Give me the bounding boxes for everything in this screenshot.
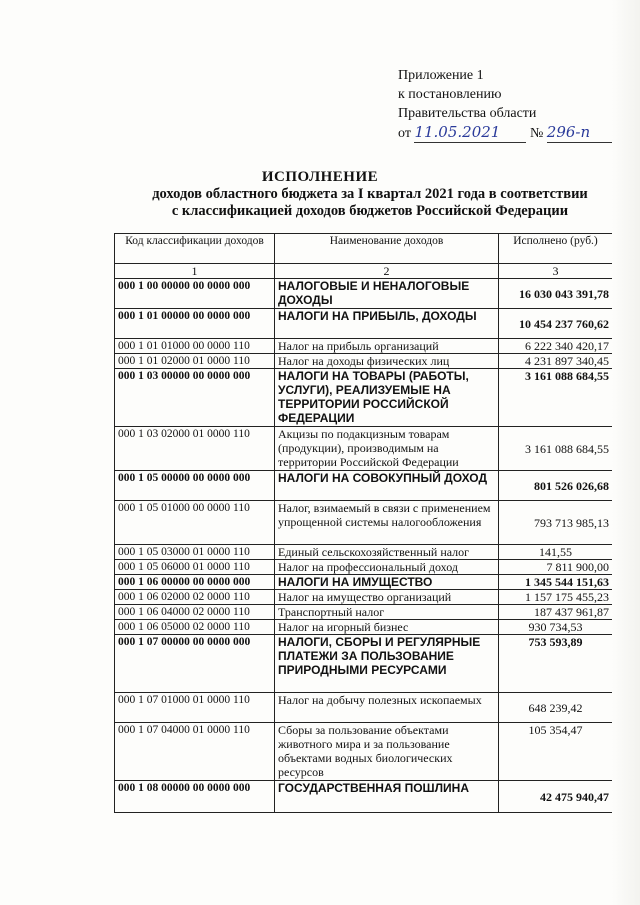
col-number-1: 1: [115, 264, 275, 279]
row-amount: 7 811 900,00: [499, 560, 613, 575]
row-amount: 6 222 340 420,17: [499, 339, 613, 354]
row-name: ГОСУДАРСТВЕННАЯ ПОШЛИНА: [275, 781, 499, 813]
row-amount: 16 030 043 391,78: [499, 279, 613, 309]
table-row: [115, 309, 613, 339]
row-code: 000 1 05 00000 00 0000 000: [115, 471, 275, 501]
row-amount: 10 454 237 760,62: [499, 309, 613, 339]
appendix-date-line: [398, 123, 615, 143]
appendix-block: [398, 66, 615, 143]
row-code: 000 1 05 01000 00 0000 110: [115, 501, 275, 545]
row-code: 000 1 07 01000 01 0000 110: [115, 693, 275, 723]
table-row: [115, 545, 613, 560]
from-label: от: [398, 126, 411, 141]
appendix-line-1: Приложение 1: [398, 68, 484, 83]
row-code: 000 1 00 00000 00 0000 000: [115, 279, 275, 309]
row-amount: 801 526 026,68: [499, 471, 613, 501]
row-amount: 793 713 985,13: [499, 501, 613, 545]
handwritten-number: 296-п: [547, 123, 615, 143]
row-name: НАЛОГИ НА ИМУЩЕСТВО: [275, 575, 499, 590]
document-title: ИСПОЛНЕНИЕ: [261, 169, 379, 185]
table-row: [115, 471, 613, 501]
row-code: 000 1 08 00000 00 0000 000: [115, 781, 275, 813]
row-code: 000 1 01 00000 00 0000 000: [115, 309, 275, 339]
row-code: 000 1 01 02000 01 0000 110: [115, 354, 275, 369]
col-header-name: Наименование доходов: [275, 234, 499, 264]
row-name: Налог на доходы физических лиц: [275, 354, 499, 369]
row-name: Сборы за пользование объектами животного мира и за пользование объектами водных биологических ресурсов: [275, 723, 499, 781]
row-name: Налог на имущество организаций: [275, 590, 499, 605]
table-row: [115, 620, 613, 635]
row-name: Транспортный налог: [275, 605, 499, 620]
row-name: НАЛОГИ НА СОВОКУПНЫЙ ДОХОД: [275, 471, 499, 501]
row-name: Налог на прибыль организаций: [275, 339, 499, 354]
row-name: Единый сельскохозяйственный налог: [275, 545, 499, 560]
table-row: [115, 339, 613, 354]
table-row: [115, 427, 613, 471]
table-row: [115, 605, 613, 620]
handwritten-date: 11.05.2021: [414, 123, 526, 143]
row-name: Налог на добычу полезных ископаемых: [275, 693, 499, 723]
row-name: Налог на профессиональный доход: [275, 560, 499, 575]
row-code: 000 1 03 02000 01 0000 110: [115, 427, 275, 471]
table-row: [115, 560, 613, 575]
appendix-line-2: к постановлению: [398, 87, 502, 102]
row-code: 000 1 06 00000 00 0000 000: [115, 575, 275, 590]
row-amount: 3 161 088 684,55: [499, 369, 613, 427]
row-code: 000 1 01 01000 00 0000 110: [115, 339, 275, 354]
row-code: 000 1 05 03000 01 0000 110: [115, 545, 275, 560]
row-name: Налог на игорный бизнес: [275, 620, 499, 635]
row-code: 000 1 06 02000 02 0000 110: [115, 590, 275, 605]
row-amount: 648 239,42: [499, 693, 613, 723]
revenue-table: [114, 233, 613, 813]
row-code: 000 1 06 05000 02 0000 110: [115, 620, 275, 635]
row-code: 000 1 07 00000 00 0000 000: [115, 635, 275, 693]
subtitle-line-1: доходов областного бюджета за I квартал 2021 года в соответствии: [152, 186, 588, 202]
row-amount: 1 345 544 151,63: [499, 575, 613, 590]
row-amount: 42 475 940,47: [499, 781, 613, 813]
number-label: №: [529, 126, 544, 141]
row-amount: 141,55: [499, 545, 613, 560]
row-name: НАЛОГИ НА ПРИБЫЛЬ, ДОХОДЫ: [275, 309, 499, 339]
table-row: [115, 369, 613, 427]
subtitle-line-2: с классификацией доходов бюджетов Российской Федерации: [171, 203, 569, 219]
table-row: [115, 723, 613, 781]
table-row: [115, 279, 613, 309]
row-name: НАЛОГОВЫЕ И НЕНАЛОГОВЫЕ ДОХОДЫ: [275, 279, 499, 309]
row-amount: 3 161 088 684,55: [499, 427, 613, 471]
page-edge-shadow: [612, 0, 640, 905]
row-name: Акцизы по подакцизным товарам (продукции), производимым на территории Российской Федерации: [275, 427, 499, 471]
table-row: [115, 501, 613, 545]
col-number-3: 3: [499, 264, 613, 279]
row-code: 000 1 03 00000 00 0000 000: [115, 369, 275, 427]
row-amount: 4 231 897 340,45: [499, 354, 613, 369]
row-code: 000 1 07 04000 01 0000 110: [115, 723, 275, 781]
table-row: [115, 781, 613, 813]
appendix-line-3: Правительства области: [398, 106, 537, 121]
row-name: НАЛОГИ, СБОРЫ И РЕГУЛЯРНЫЕ ПЛАТЕЖИ ЗА ПОЛЬЗОВАНИЕ ПРИРОДНЫМИ РЕСУРСАМИ: [275, 635, 499, 693]
row-code: 000 1 05 06000 01 0000 110: [115, 560, 275, 575]
row-amount: 1 157 175 455,23: [499, 590, 613, 605]
table-row: [115, 635, 613, 693]
col-number-2: 2: [275, 264, 499, 279]
row-name: НАЛОГИ НА ТОВАРЫ (РАБОТЫ, УСЛУГИ), РЕАЛИЗУЕМЫЕ НА ТЕРРИТОРИИ РОССИЙСКОЙ ФЕДЕРАЦИИ: [275, 369, 499, 427]
col-header-code: Код классификации доходов: [115, 234, 275, 264]
row-amount: 105 354,47: [499, 723, 613, 781]
row-code: 000 1 06 04000 02 0000 110: [115, 605, 275, 620]
document-subtitle: [130, 186, 610, 220]
table-row: [115, 590, 613, 605]
row-amount: 930 734,53: [499, 620, 613, 635]
table-row: [115, 693, 613, 723]
table-row: [115, 575, 613, 590]
table-row: [115, 354, 613, 369]
row-amount: 187 437 961,87: [499, 605, 613, 620]
col-header-amount: Исполнено (руб.): [499, 234, 613, 264]
row-name: Налог, взимаемый в связи с применением упрощенной системы налогообложения: [275, 501, 499, 545]
row-amount: 753 593,89: [499, 635, 613, 693]
